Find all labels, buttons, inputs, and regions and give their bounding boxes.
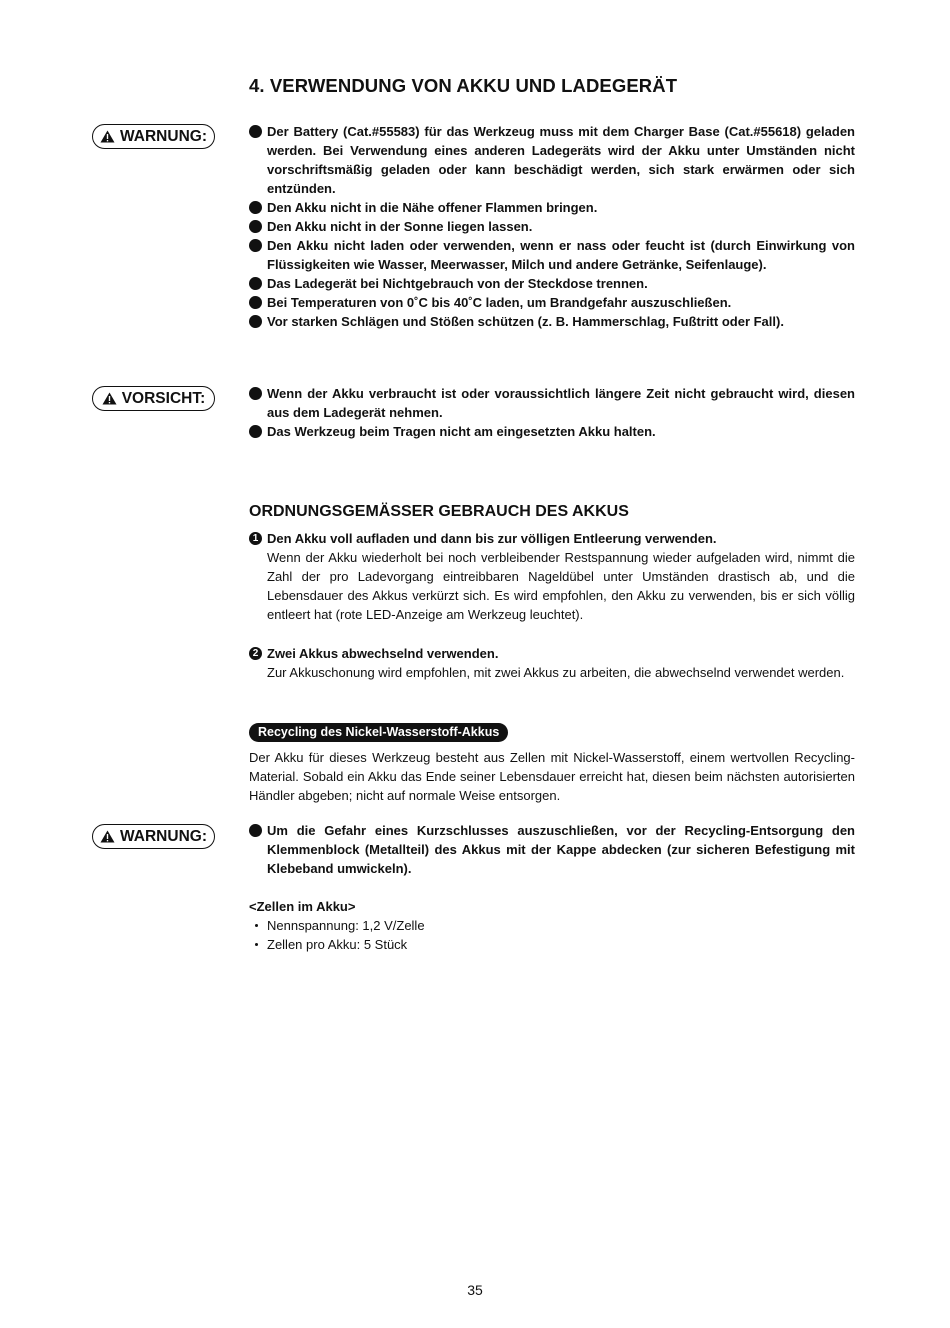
list-item-text: Das Werkzeug beim Tragen nicht am eingesetzten Akku halten.: [267, 424, 656, 439]
warning-triangle-icon: [102, 392, 117, 405]
list-item-text: Den Akku nicht laden oder verwenden, wenn er nass oder feucht ist (durch Einwirkung von Flüssigkeiten wie Wasser, Meerwasser, Milch und andere Getränke, Seifenlauge).: [267, 238, 855, 272]
warning-list-2: [249, 821, 855, 878]
list-item: [249, 821, 855, 878]
list-item: [249, 293, 855, 312]
list-item-text: Das Ladegerät bei Nichtgebrauch von der Steckdose trennen.: [267, 276, 648, 291]
bullet-icon: [249, 220, 262, 233]
number-circle-icon: 1: [249, 532, 262, 545]
page-title: 4. VERWENDUNG VON AKKU UND LADEGERÄT: [249, 75, 678, 96]
bullet-icon: [249, 201, 262, 214]
list-item-text: Vor starken Schlägen und Stößen schützen (z. B. Hammerschlag, Fußtritt oder Fall).: [267, 314, 784, 329]
cells-section: [249, 897, 855, 954]
warning-badge-label: WARNUNG:: [120, 827, 207, 845]
list-item-text: Bei Temperaturen von 0˚C bis 40˚C laden, um Brandgefahr auszuschließen.: [267, 295, 732, 310]
warning-triangle-icon: [100, 830, 115, 843]
list-item-text: Den Akku nicht in die Nähe offener Flammen bringen.: [267, 200, 598, 215]
list-item: [249, 217, 855, 236]
bullet-icon: [249, 315, 262, 328]
caution-list: [249, 384, 855, 441]
list-item: [249, 384, 855, 422]
warning-badge: [92, 824, 215, 849]
proper-use-item-body: Zur Akkuschonung wird empfohlen, mit zwei Akkus zu arbeiten, die abwechselnd verwendet werden.: [267, 665, 845, 680]
bullet-icon: [249, 239, 262, 252]
proper-use-item-title: Zwei Akkus abwechselnd verwenden.: [267, 646, 499, 661]
list-item: [249, 916, 855, 935]
bullet-icon: [249, 277, 262, 290]
warning-badge: [92, 124, 215, 149]
proper-use-item-2: [249, 644, 855, 682]
recycling-label: Recycling des Nickel-Wasserstoff-Akkus: [249, 723, 508, 742]
warning-badge-label: WARNUNG:: [120, 127, 207, 145]
page-number: 35: [467, 1282, 483, 1298]
list-item: [249, 312, 855, 331]
list-item: [249, 274, 855, 293]
list-item-text: Den Akku nicht in der Sonne liegen lassen.: [267, 219, 533, 234]
list-item-text: Der Battery (Cat.#55583) für das Werkzeug muss mit dem Charger Base (Cat.#55618) geladen werden. Bei Verwendung eines anderen Ladegeräts wird der Akku unter Umständen nicht vorschriftsmäßig geladen oder kann beschädigt werden, sich stark erwärmen oder sich entzünden.: [267, 124, 855, 196]
proper-use-item-1: [249, 529, 855, 624]
list-item: [249, 198, 855, 217]
list-item-text: Um die Gefahr eines Kurzschlusses auszuschließen, vor der Recycling-Entsorgung den Klemmenblock (Metallteil) des Akkus mit der Kappe abdecken (zur sicheren Befestigung mit Klebeband umwickeln).: [267, 823, 855, 876]
bullet-icon: [249, 425, 262, 438]
bullet-icon: [249, 125, 262, 138]
bullet-icon: [249, 824, 262, 837]
list-item: [249, 236, 855, 274]
cells-title: <Zellen im Akku>: [249, 899, 356, 914]
list-item-text: Zellen pro Akku: 5 Stück: [267, 937, 408, 952]
number-circle-icon: 2: [249, 647, 262, 660]
bullet-icon: [249, 296, 262, 309]
list-item: [249, 122, 855, 198]
proper-use-item-body: Wenn der Akku wiederholt bei noch verbleibender Restspannung wieder aufgeladen wird, nimmt die Zahl der pro Ladevorgang eintreibbaren Nageldübel unter Umständen drastisch ab, und die Lebensdauer des Akkus verkürzt sich. Es wird empfohlen, den Akku zu verwenden, bis er sich völlig entleert hat (rote LED-Anzeige am Werkzeug leuchtet).: [267, 550, 855, 622]
proper-use-item-title: Den Akku voll aufladen und dann bis zur völligen Entleerung verwenden.: [267, 531, 717, 546]
warning-triangle-icon: [100, 130, 115, 143]
caution-badge: [92, 386, 215, 411]
proper-use-heading: ORDNUNGSGEMÄSSER GEBRAUCH DES AKKUS: [249, 503, 629, 520]
bullet-icon: [249, 387, 262, 400]
middle-dot-icon: [255, 924, 258, 927]
list-item-text: Nennspannung: 1,2 V/Zelle: [267, 918, 425, 933]
caution-badge-label: VORSICHT:: [121, 389, 206, 407]
list-item: [249, 935, 855, 954]
list-item: [249, 422, 855, 441]
middle-dot-icon: [255, 943, 258, 946]
recycling-text: Der Akku für dieses Werkzeug besteht aus Zellen mit Nickel-Wasserstoff, einem wertvollen Recycling-Material. Sobald ein Akku das Ende seiner Lebensdauer erreicht hat, diesen beim nächsten autorisierten Händler abgeben; nicht auf normale Weise entsorgen.: [249, 750, 855, 803]
warning-list: [249, 122, 855, 331]
list-item-text: Wenn der Akku verbraucht ist oder voraussichtlich längere Zeit nicht gebraucht wird, diesen aus dem Ladegerät nehmen.: [267, 386, 855, 420]
